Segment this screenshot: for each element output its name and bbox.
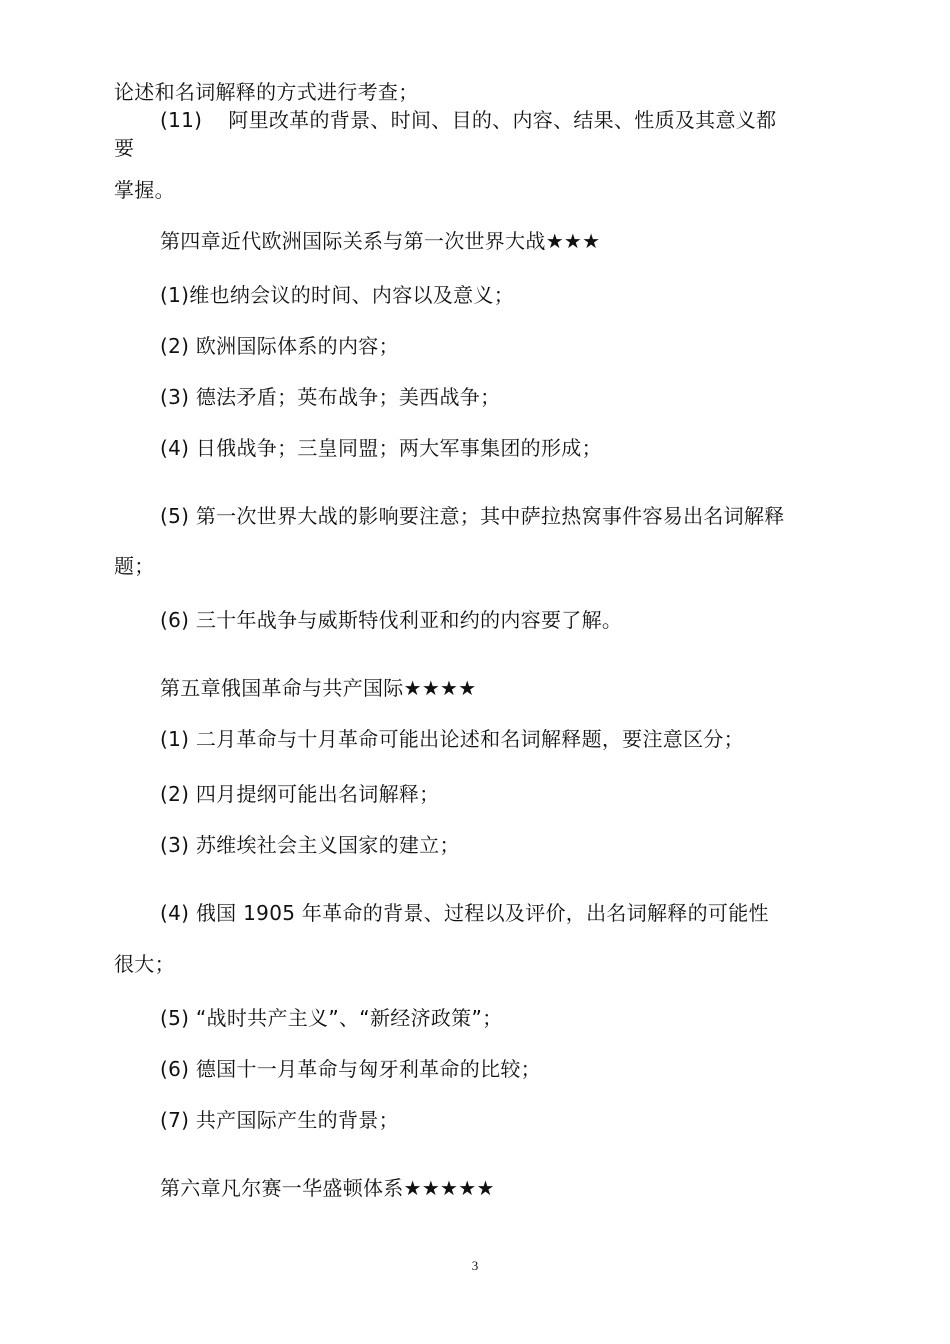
- list-item: (4) 俄国 1905 年革命的背景、过程以及评价，出名词解释的可能性: [160, 901, 769, 925]
- list-item: (6) 德国十一月革命与匈牙利革命的比较；: [160, 1057, 541, 1081]
- list-item: (6) 三十年战争与威斯特伐利亚和约的内容要了解。: [160, 608, 623, 632]
- text-line: 论述和名词解释的方式进行考查；: [114, 80, 419, 104]
- text-line: 要: [114, 136, 135, 160]
- list-item: (2) 欧洲国际体系的内容；: [160, 334, 399, 358]
- text-line: 掌握。: [114, 178, 175, 202]
- list-item: (2) 四月提纲可能出名词解释；: [160, 782, 440, 806]
- list-item: (5) “战时共产主义”、“新经济政策”；: [160, 1006, 503, 1030]
- item-text: 阿里改革的背景、时间、目的、内容、结果、性质及其意义都: [228, 108, 777, 132]
- chapter-heading: 第五章俄国革命与共产国际★★★★: [160, 676, 477, 700]
- list-item: (7) 共产国际产生的背景；: [160, 1108, 399, 1132]
- text-line: 题；: [114, 554, 155, 578]
- list-item: (1) 二月革命与十月革命可能出论述和名词解释题，要注意区分；: [160, 727, 744, 751]
- list-item: (3) 德法矛盾；英布战争；美西战争；: [160, 385, 501, 409]
- list-item: (4) 日俄战争；三皇同盟；两大军事集团的形成；: [160, 436, 602, 460]
- page-number: 3: [471, 1258, 479, 1273]
- list-item: (5) 第一次世界大战的影响要注意；其中萨拉热窝事件容易出名词解释: [160, 504, 785, 528]
- item-number: (11): [160, 108, 203, 132]
- chapter-heading: 第四章近代欧洲国际关系与第一次世界大战★★★: [160, 229, 601, 253]
- chapter-heading: 第六章凡尔赛一华盛顿体系★★★★★: [160, 1176, 495, 1200]
- list-item: (1)维也纳会议的时间、内容以及意义；: [160, 283, 515, 307]
- list-item: (3) 苏维埃社会主义国家的建立；: [160, 833, 460, 857]
- text-line: 很大；: [114, 952, 175, 976]
- text-line: [160, 108, 776, 132]
